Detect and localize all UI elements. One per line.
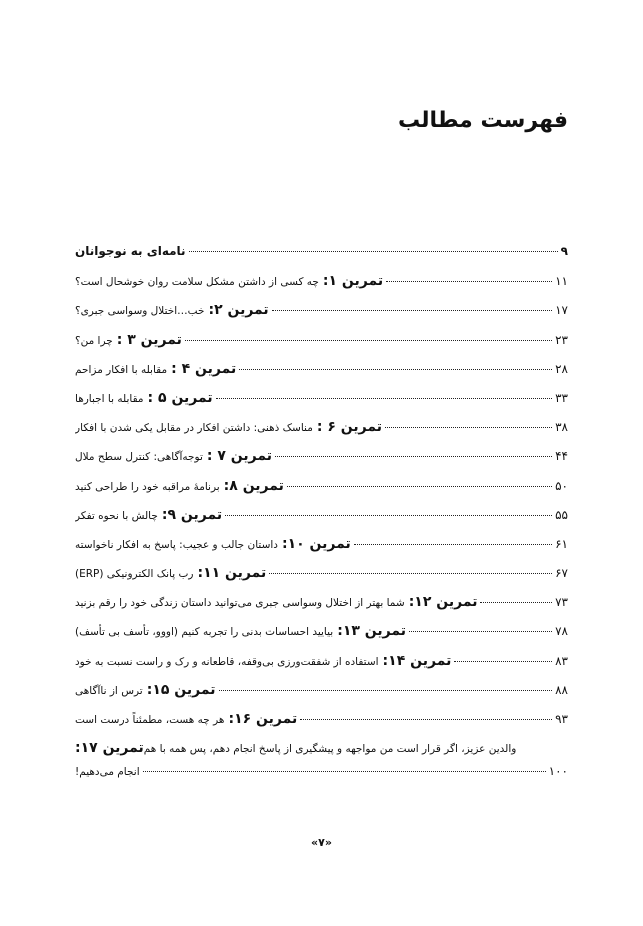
toc-entry bbox=[75, 302, 568, 331]
toc-entry-text: توجه‌آگاهی: کنترل سطح ملال bbox=[75, 451, 203, 464]
toc-entry-prefix: تمرین ۱۰: bbox=[281, 535, 351, 552]
toc-entry-page: ۱۰۰ bbox=[548, 764, 568, 779]
toc-entry bbox=[75, 653, 568, 682]
dot-leader bbox=[409, 631, 552, 632]
toc-entry-text: خب…اختلال وسواسی جبری؟ bbox=[75, 305, 205, 318]
toc-entry bbox=[75, 332, 568, 361]
toc-entry-text-line2: انجام می‌دهیم! bbox=[75, 766, 140, 779]
toc-entry-text: برنامهٔ مراقبه خود را طراحی کنید bbox=[75, 480, 220, 493]
toc-entry-text: استفاده از شفقت‌ورزی بی‌وقفه، قاطعانه و رک و راست نسبت به خود bbox=[75, 655, 379, 668]
dot-leader bbox=[239, 369, 552, 370]
dot-leader bbox=[454, 661, 552, 662]
toc-entry-prefix: تمرین ۱۲: bbox=[408, 594, 478, 611]
toc-entry-text: رب پانک الکترونیکی (ERP) bbox=[75, 568, 194, 581]
dot-leader bbox=[216, 398, 552, 399]
toc-entry-prefix: تمرین ۴ : bbox=[171, 360, 237, 377]
dot-leader bbox=[219, 690, 553, 691]
dot-leader bbox=[185, 340, 552, 341]
dot-leader bbox=[269, 573, 552, 574]
dot-leader bbox=[300, 719, 552, 720]
page-title: فهرست مطالب bbox=[397, 108, 568, 133]
toc-entry bbox=[75, 536, 568, 565]
toc-entry bbox=[75, 419, 568, 448]
toc-entry-text: شما بهتر از اختلال وسواسی جبری می‌توانید داستان زندگی خود را رقم بزنید bbox=[75, 597, 405, 610]
dot-leader bbox=[287, 486, 552, 487]
toc-entry-text-line1: والدین عزیز، اگر قرار است من مواجهه و پیشگیری از پاسخ انجام دهم، پس همه با هم bbox=[143, 743, 517, 756]
toc-entry-prefix: تمرین ۳ : bbox=[116, 331, 182, 348]
table-of-contents bbox=[75, 244, 568, 788]
dot-leader bbox=[143, 771, 546, 772]
toc-entry bbox=[75, 361, 568, 390]
toc-entry bbox=[75, 448, 568, 477]
toc-entry bbox=[75, 623, 568, 652]
toc-entry bbox=[75, 507, 568, 536]
toc-entry-page: ۷۳ bbox=[555, 595, 568, 610]
toc-entry-page: ۶۷ bbox=[555, 566, 568, 581]
toc-entry-prefix: تمرین ۱۷: bbox=[75, 740, 144, 757]
toc-entry bbox=[75, 478, 568, 507]
toc-entry-prefix: تمرین ۹: bbox=[161, 506, 223, 523]
toc-entry-page: ۵۰ bbox=[555, 478, 568, 493]
toc-intro-page: ۹ bbox=[560, 244, 568, 258]
toc-entry-page: ۵۵ bbox=[555, 507, 568, 522]
dot-leader bbox=[275, 456, 552, 457]
toc-entry-page: ۱۱ bbox=[555, 274, 568, 289]
toc-entry-prefix: تمرین ۱۵: bbox=[146, 681, 216, 698]
toc-entry-page: ۳۳ bbox=[555, 390, 568, 405]
toc-entry-page: ۲۳ bbox=[555, 332, 568, 347]
toc-entry-page: ۲۸ bbox=[555, 361, 568, 376]
toc-entry-page: ۸۸ bbox=[555, 682, 568, 697]
toc-entry-page: ۱۷ bbox=[555, 303, 568, 318]
toc-entry-text: ترس از ناآگاهی bbox=[75, 684, 143, 697]
toc-entry-page: ۶۱ bbox=[555, 536, 568, 551]
toc-entry-prefix: تمرین ۱۴: bbox=[382, 652, 452, 669]
toc-entry-text: بیایید احساسات بدنی را تجربه کنیم (اووو، تأسف بی تأسف) bbox=[75, 626, 334, 639]
toc-entry-prefix: تمرین ۵ : bbox=[147, 389, 213, 406]
toc-entry-text: چرا من؟ bbox=[75, 334, 113, 347]
toc-entry bbox=[75, 711, 568, 740]
toc-entry-prefix: تمرین ۱۶: bbox=[228, 711, 298, 727]
toc-entry bbox=[75, 682, 568, 711]
toc-entry-page: ۴۴ bbox=[555, 449, 568, 464]
toc-entry-text: مقابله با اجبارها bbox=[75, 392, 144, 405]
toc-entries bbox=[75, 273, 568, 740]
toc-entry bbox=[75, 594, 568, 623]
toc-entry-text: مقابله با افکار مزاحم bbox=[75, 363, 168, 376]
toc-entry-prefix: تمرین ۶ : bbox=[316, 419, 382, 436]
dot-leader bbox=[354, 544, 552, 545]
toc-entry-prefix: تمرین ۲: bbox=[208, 302, 269, 319]
toc-entry-text: مناسک ذهنی: داشتن افکار در مقابل یکی شدن با افکار bbox=[75, 422, 313, 435]
toc-entry-17 bbox=[75, 740, 568, 788]
toc-intro bbox=[75, 244, 568, 273]
toc-entry bbox=[75, 565, 568, 594]
toc-intro-text: نامه‌ای به نوجوانان bbox=[75, 244, 186, 258]
dot-leader bbox=[480, 602, 552, 603]
toc-entry-prefix: تمرین ۱۱: bbox=[197, 565, 267, 582]
toc-entry-text: هر چه هست، مطمئناً درست است bbox=[75, 714, 225, 726]
toc-entry-text: چه کسی از داشتن مشکل سلامت روان خوشحال است؟ bbox=[75, 276, 319, 289]
toc-entry-prefix: تمرین ۱: bbox=[322, 273, 384, 290]
toc-entry bbox=[75, 273, 568, 302]
toc-entry-page: ۹۳ bbox=[555, 712, 568, 726]
toc-entry-prefix: تمرین ۷ : bbox=[206, 448, 273, 465]
toc-entry-page: ۸۳ bbox=[555, 653, 568, 668]
page-number: «۷» bbox=[311, 836, 332, 849]
toc-entry bbox=[75, 390, 568, 419]
toc-entry-prefix: تمرین ۱۳: bbox=[337, 623, 407, 640]
toc-entry-text: داستان جالب و عجیب: پاسخ به افکار ناخواسته bbox=[75, 538, 278, 551]
toc-entry-page: ۷۸ bbox=[555, 624, 568, 639]
dot-leader bbox=[385, 427, 552, 428]
toc-entry-prefix: تمرین ۸: bbox=[223, 477, 284, 494]
dot-leader bbox=[272, 310, 552, 311]
dot-leader bbox=[386, 281, 552, 282]
toc-entry-text: چالش با نحوه تفکر bbox=[75, 509, 158, 522]
dot-leader bbox=[189, 251, 558, 252]
toc-entry-page: ۳۸ bbox=[555, 420, 568, 435]
dot-leader bbox=[225, 515, 552, 516]
